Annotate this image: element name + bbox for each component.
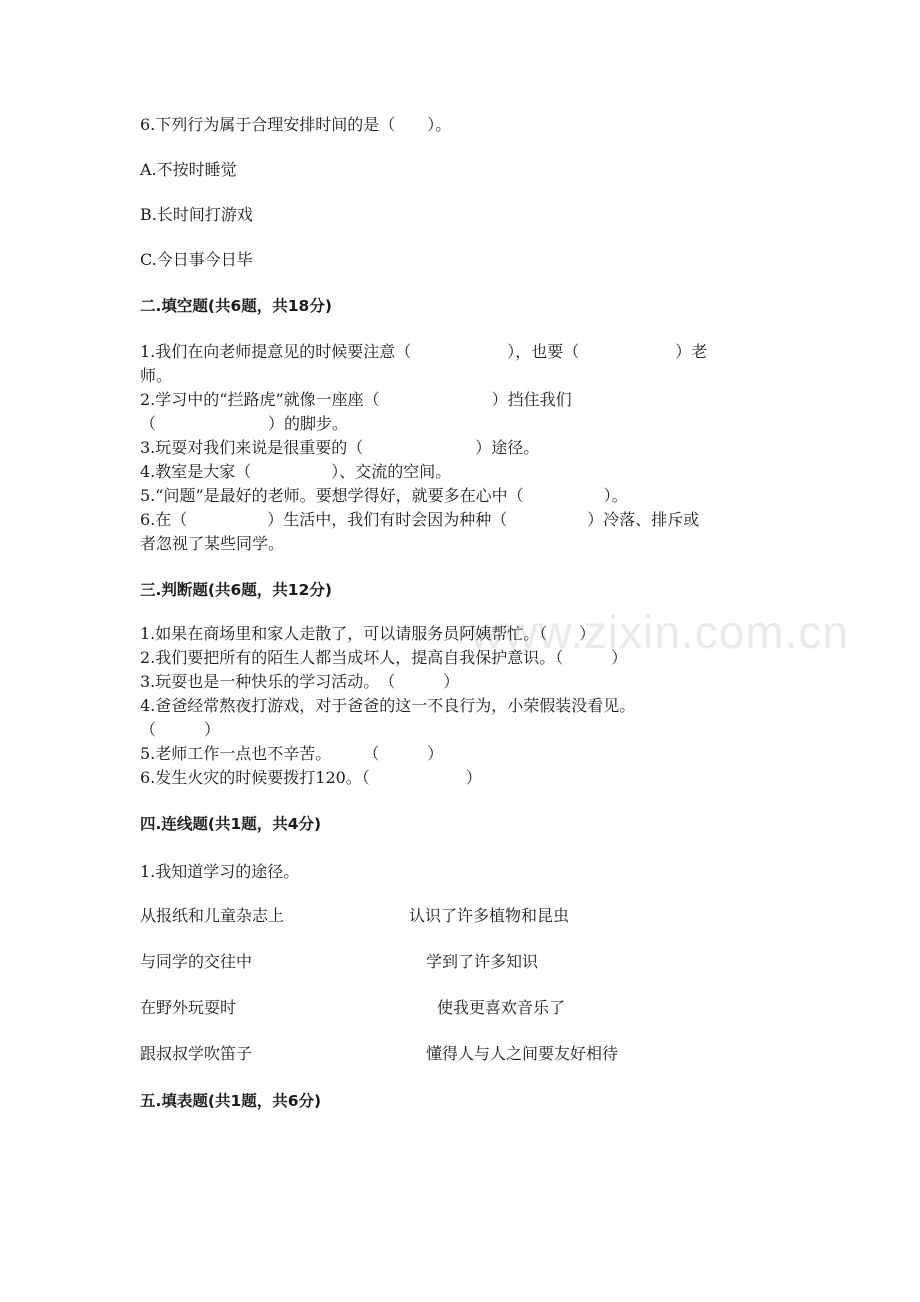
- section4-heading: 四.连线题(共1题，共4分): [140, 815, 322, 833]
- fill-line: 者忽视了某些同学。: [140, 534, 285, 553]
- match-left-item: 跟叔叔学吹笛子: [140, 1044, 253, 1063]
- match-right-item: 懂得人与人之间要友好相待: [426, 1044, 619, 1063]
- fill-line: 5.“问题”是最好的老师。要想学得好，就要多在心中（ ）。: [140, 486, 628, 505]
- section5-heading: 五.填表题(共1题，共6分): [140, 1092, 322, 1110]
- fill-line: 6.在（ ）生活中，我们有时会因为种种（ ）冷落、排斥或: [140, 510, 700, 529]
- match-right-item: 学到了许多知识: [426, 952, 539, 971]
- judge-line: 6.发生火灾的时候要拨打120。（ ）: [140, 768, 482, 787]
- fill-line: 2.学习中的“拦路虎”就像一座座（ ）挡住我们: [140, 390, 572, 409]
- fill-line: 师。: [140, 366, 173, 385]
- match-right-item: 认识了许多植物和昆虫: [409, 906, 570, 925]
- section3-heading: 三.判断题(共6题，共12分): [140, 581, 332, 599]
- judge-line: （ ）: [140, 720, 221, 739]
- fill-line: （ ）的脚步。: [140, 414, 349, 433]
- judge-line: 4.爸爸经常熬夜打游戏，对于爸爸的这一不良行为，小荣假装没看见。: [140, 696, 636, 715]
- q6-option-a: A.不按时睡觉: [140, 160, 237, 179]
- judge-line: 2.我们要把所有的陌生人都当成坏人，提高自我保护意识。（ ）: [140, 648, 628, 667]
- fill-line: 1.我们在向老师提意见的时候要注意（ ），也要（ ）老: [140, 342, 708, 361]
- section2-heading: 二.填空题(共6题，共18分): [140, 297, 332, 315]
- judge-line: 3.玩耍也是一种快乐的学习活动。 （ ）: [140, 672, 460, 691]
- match-left-item: 从报纸和儿童杂志上: [140, 906, 285, 925]
- q6-option-c: C.今日事今日毕: [140, 250, 253, 269]
- fill-line: 4.教室是大家（ ）、交流的空间。: [140, 462, 452, 481]
- q6-option-b: B.长时间打游戏: [140, 205, 253, 224]
- fill-line: 3.玩耍对我们来说是很重要的（ ）途径。: [140, 438, 540, 457]
- judge-line: 5.老师工作一点也不辛苦。 （ ）: [140, 744, 444, 763]
- judge-line: 1.如果在商场里和家人走散了，可以请服务员阿姨帮忙。（ ）: [140, 624, 596, 643]
- match-left-item: 与同学的交往中: [140, 952, 253, 971]
- q6-question: 6.下列行为属于合理安排时间的是（ ）。: [140, 115, 452, 134]
- match-question: 1.我知道学习的途径。: [140, 862, 300, 881]
- match-left-item: 在野外玩耍时: [140, 998, 237, 1017]
- match-right-item: 使我更喜欢音乐了: [437, 998, 566, 1017]
- watermark: www.zixin.com.cn: [470, 606, 849, 658]
